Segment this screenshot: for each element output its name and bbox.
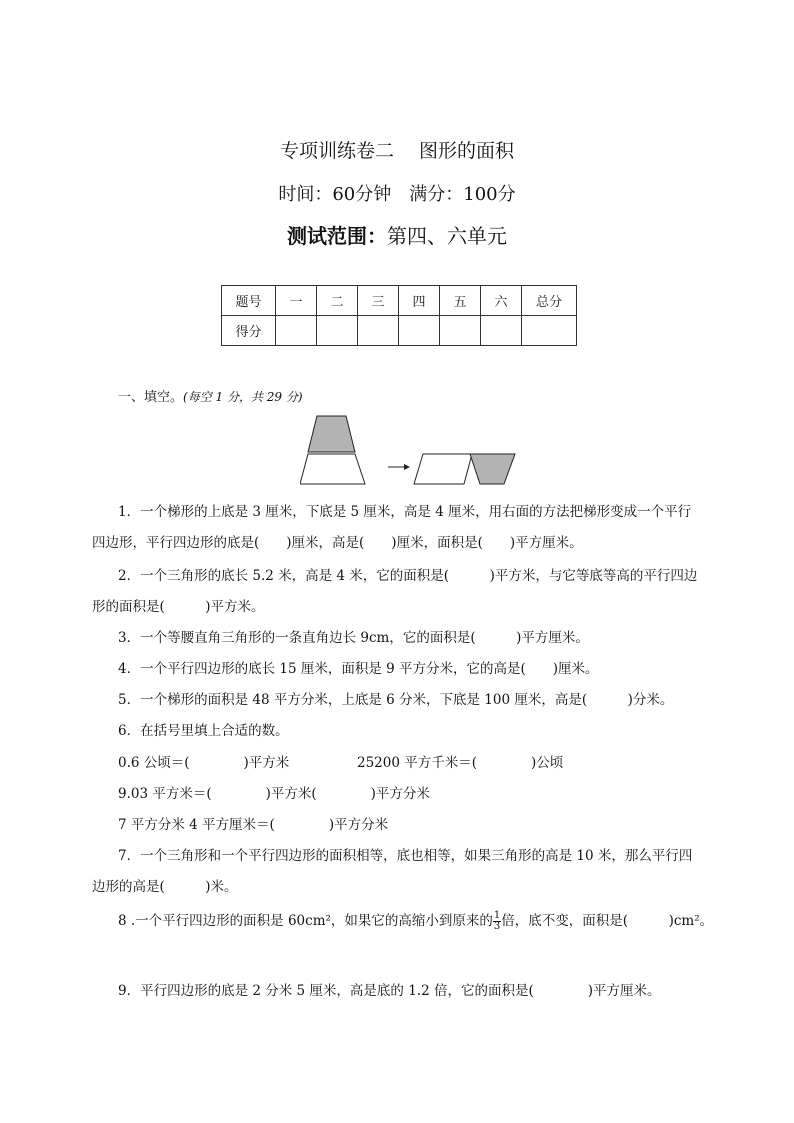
question-8-text-end: 倍，底不变，面积是( )cm²。 [501, 913, 714, 929]
score-cell[interactable] [440, 316, 481, 346]
question-4: 4．一个平行四边形的底长 15 厘米，面积是 9 平方分米，它的高是( )厘米。 [118, 661, 599, 677]
parallelogram-left-piece [414, 454, 472, 484]
score-header-cell: 四 [399, 286, 440, 316]
score-header-cell: 二 [317, 286, 358, 316]
question-1-line-1: 1．一个梯形的上底是 3 厘米，下底是 5 厘米，高是 4 厘米，用右面的方法把梯形变成一个平行 [118, 504, 692, 520]
trapezoid-top-piece [308, 416, 355, 452]
question-7-line-1: 7．一个三角形和一个平行四边形的面积相等，底也相等，如果三角形的高是 10 米，那么平行四 [118, 848, 693, 864]
question-6d: 7 平方分米 4 平方厘米＝( )平方分米 [118, 817, 389, 833]
score-header-cell: 六 [481, 286, 522, 316]
question-7-line-2: 边形的高是( )米。 [92, 879, 238, 895]
parallelogram-right-piece [470, 454, 515, 484]
time-info: 时间：60分钟 满分：100分 [278, 184, 516, 205]
section-note: (每空 1 分，共 29 分) [183, 390, 303, 404]
trapezoid-diagram [300, 412, 525, 488]
question-8 [118, 909, 713, 932]
question-6: 6．在括号里填上合适的数。 [118, 723, 289, 739]
question-5: 5．一个梯形的面积是 48 平方分米，上底是 6 分米，下底是 100 厘米，高是( )分米。 [118, 692, 674, 708]
section-title: 一、填空。 [118, 390, 184, 405]
question-1-line-2: 四边形，平行四边形的底是( )厘米，高是( )厘米，面积是( )平方厘米。 [92, 535, 583, 551]
question-2-line-2: 形的面积是( )平方米。 [92, 599, 265, 615]
score-row-label: 得分 [222, 316, 276, 346]
question-3: 3．一个等腰直角三角形的一条直角边长 9cm，它的面积是( )平方厘米。 [118, 630, 589, 646]
test-range-label: 测试范围： [287, 224, 387, 248]
test-range-value: 第四、六单元 [387, 224, 507, 248]
score-header-cell: 三 [358, 286, 399, 316]
score-cell[interactable] [522, 316, 577, 346]
score-cell[interactable] [358, 316, 399, 346]
score-cell[interactable] [276, 316, 317, 346]
section-heading [118, 386, 303, 405]
score-header-cell: 总分 [522, 286, 577, 316]
score-cell[interactable] [399, 316, 440, 346]
score-cell[interactable] [481, 316, 522, 346]
score-header-cell: 一 [276, 286, 317, 316]
score-table-score-row [222, 316, 577, 346]
score-cell[interactable] [317, 316, 358, 346]
question-6b: 25200 平方千米＝( )公顷 [357, 755, 564, 771]
score-header-cell: 题号 [222, 286, 276, 316]
fraction-denominator: 3 [493, 921, 501, 932]
question-6a: 0.6 公顷＝( )平方米 [118, 755, 290, 771]
question-2-line-1: 2．一个三角形的底长 5.2 米，高是 4 米，它的面积是( )平方米，与它等底等高的平行四边 [118, 568, 698, 584]
score-table [221, 285, 577, 346]
score-table-header-row [222, 286, 577, 316]
page-title: 专项训练卷二 图形的面积 [279, 140, 515, 162]
fraction-numerator: 1 [493, 910, 501, 921]
arrow-head [404, 464, 410, 470]
question-6c: 9.03 平方米＝( )平方米( )平方分米 [118, 786, 430, 802]
question-8-text-start: 8 .一个平行四边形的面积是 60cm²，如果它的高缩小到原来的 [118, 913, 493, 929]
question-9: 9．平行四边形的底是 2 分米 5 厘米，高是底的 1.2 倍，它的面积是( )平方厘米。 [118, 983, 661, 999]
trapezoid-bottom-piece [300, 454, 365, 484]
test-range [0, 220, 794, 249]
score-header-cell: 五 [440, 286, 481, 316]
